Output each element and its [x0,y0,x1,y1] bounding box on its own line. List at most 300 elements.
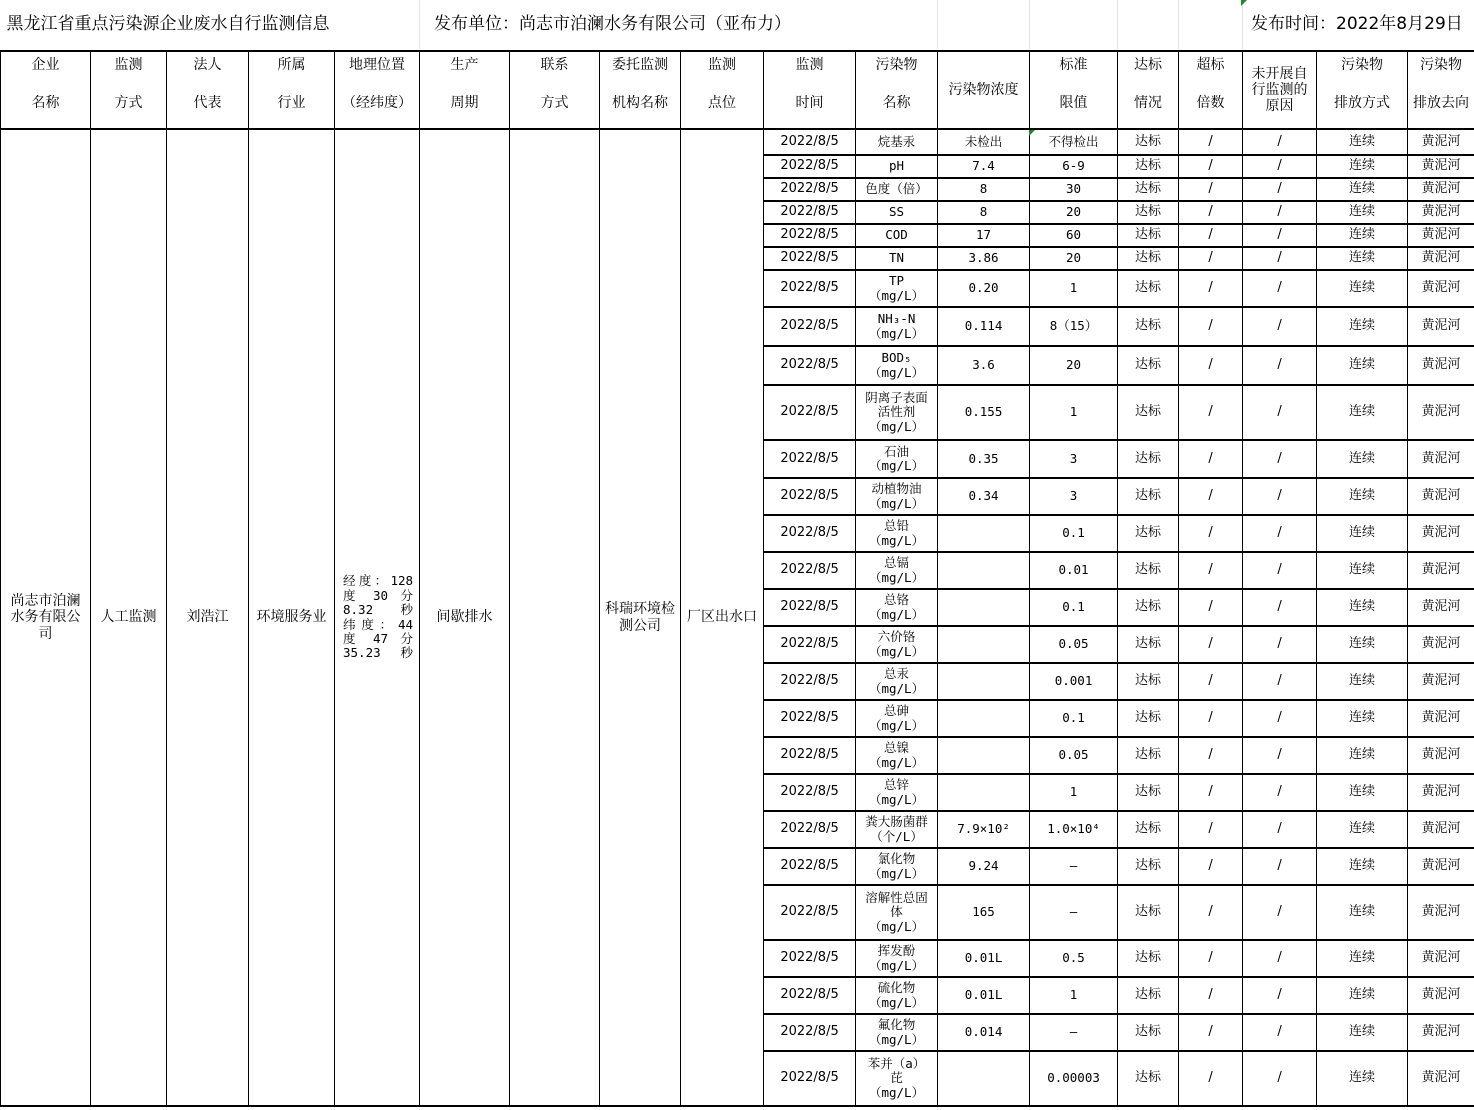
empty-cell[interactable] [1118,0,1179,51]
mode-cell[interactable]: 连续 [1317,155,1408,178]
limit-cell[interactable]: 0.01 [1030,552,1118,589]
limit-cell[interactable]: 1 [1030,270,1118,307]
company-name-cell[interactable]: 尚志市泊澜水务有限公司 [1,129,91,1106]
concentration-cell[interactable]: 8 [938,201,1030,224]
reason-cell[interactable]: / [1243,129,1317,155]
status-cell[interactable]: 达标 [1118,737,1179,774]
limit-cell[interactable]: 0.05 [1030,626,1118,663]
header-reason[interactable]: 未开展自行监测的原因 [1243,51,1317,129]
exceed-cell[interactable]: / [1179,885,1243,940]
reason-cell[interactable]: / [1243,155,1317,178]
exceed-cell[interactable]: / [1179,700,1243,737]
header-legal[interactable]: 法人 [167,51,249,78]
agency-cell[interactable]: 科瑞环境检测公司 [600,129,681,1106]
time-cell[interactable]: 2022/8/5 [764,885,856,940]
pollutant-cell[interactable] [856,848,938,885]
dest-cell[interactable]: 黄泥河 [1408,885,1474,940]
header-geo-2[interactable]: （经纬度） [335,78,420,129]
mode-cell[interactable]: 连续 [1317,515,1408,552]
status-cell[interactable]: 达标 [1118,1051,1179,1106]
dest-cell[interactable]: 黄泥河 [1408,478,1474,515]
limit-cell[interactable]: 0.05 [1030,737,1118,774]
header-point[interactable]: 监测 [681,51,764,78]
limit-cell[interactable]: 30 [1030,178,1118,201]
time-cell[interactable]: 2022/8/5 [764,478,856,515]
header-mode[interactable]: 污染物 [1317,51,1408,78]
header-dest[interactable]: 污染物 [1408,51,1474,78]
dest-cell[interactable]: 黄泥河 [1408,848,1474,885]
mode-cell[interactable]: 连续 [1317,737,1408,774]
cycle-cell[interactable]: 间歇排水 [420,129,510,1106]
status-cell[interactable]: 达标 [1118,774,1179,811]
limit-cell[interactable]: 1 [1030,385,1118,440]
concentration-cell[interactable] [938,700,1030,737]
reason-cell[interactable]: / [1243,385,1317,440]
limit-cell[interactable]: 20 [1030,247,1118,270]
concentration-cell[interactable]: 9.24 [938,848,1030,885]
reason-cell[interactable]: / [1243,774,1317,811]
time-cell[interactable]: 2022/8/5 [764,774,856,811]
pollutant-cell[interactable] [856,129,938,155]
reason-cell[interactable]: / [1243,811,1317,848]
reason-cell[interactable]: / [1243,940,1317,977]
time-cell[interactable]: 2022/8/5 [764,1051,856,1106]
status-cell[interactable]: 达标 [1118,977,1179,1014]
exceed-cell[interactable]: / [1179,440,1243,478]
exceed-cell[interactable]: / [1179,626,1243,663]
exceed-cell[interactable]: / [1179,737,1243,774]
pollutant-cell[interactable] [856,977,938,1014]
method-cell[interactable]: 人工监测 [91,129,167,1106]
header-legal-2[interactable]: 代表 [167,78,249,129]
pollutant-cell[interactable] [856,1051,938,1106]
pollutant-line: 石油 [884,443,910,459]
reason-cell[interactable]: / [1243,178,1317,201]
exceed-cell[interactable]: / [1179,129,1243,155]
header-method-2[interactable]: 方式 [91,78,167,129]
reason-cell[interactable]: / [1243,201,1317,224]
exceed-cell[interactable]: / [1179,589,1243,626]
dest-cell[interactable]: 黄泥河 [1408,385,1474,440]
concentration-cell[interactable] [938,626,1030,663]
time-cell[interactable]: 2022/8/5 [764,247,856,270]
header-pollutant-2[interactable]: 名称 [856,78,938,129]
pollutant-cell[interactable] [856,552,938,589]
header-contact-2[interactable]: 方式 [510,78,600,129]
limit-cell[interactable]: 0.00003 [1030,1051,1118,1106]
status-cell[interactable]: 达标 [1118,552,1179,589]
concentration-cell[interactable]: 0.01L [938,940,1030,977]
concentration-cell[interactable]: 未检出 [938,129,1030,155]
status-cell[interactable]: 达标 [1118,589,1179,626]
exceed-cell[interactable]: / [1179,811,1243,848]
time-cell[interactable]: 2022/8/5 [764,178,856,201]
limit-cell[interactable]: — [1030,1014,1118,1051]
time-cell[interactable]: 2022/8/5 [764,663,856,700]
mode-cell[interactable]: 连续 [1317,247,1408,270]
dest-cell[interactable]: 黄泥河 [1408,774,1474,811]
dest-cell[interactable]: 黄泥河 [1408,178,1474,201]
pollutant-cell[interactable] [856,737,938,774]
dest-cell[interactable]: 黄泥河 [1408,201,1474,224]
reason-cell[interactable]: / [1243,307,1317,346]
industry-cell[interactable]: 环境服务业 [249,129,335,1106]
status-cell[interactable]: 达标 [1118,515,1179,552]
pollutant-line: 总汞 [884,666,910,682]
limit-cell[interactable]: 20 [1030,201,1118,224]
concentration-cell[interactable] [938,589,1030,626]
header-cycle-2[interactable]: 周期 [420,78,510,129]
status-cell[interactable]: 达标 [1118,940,1179,977]
limit-cell[interactable]: — [1030,885,1118,940]
exceed-cell[interactable]: / [1179,515,1243,552]
concentration-cell[interactable]: 0.20 [938,270,1030,307]
concentration-cell[interactable]: 7.9×10² [938,811,1030,848]
reason-cell[interactable]: / [1243,346,1317,385]
time-cell[interactable]: 2022/8/5 [764,201,856,224]
pollutant-cell[interactable] [856,811,938,848]
mode-cell[interactable]: 连续 [1317,346,1408,385]
mode-cell[interactable]: 连续 [1317,385,1408,440]
time-cell[interactable]: 2022/8/5 [764,940,856,977]
limit-cell[interactable]: 0.1 [1030,700,1118,737]
concentration-cell[interactable] [938,515,1030,552]
exceed-cell[interactable]: / [1179,270,1243,307]
status-cell[interactable]: 达标 [1118,178,1179,201]
concentration-cell[interactable]: 3.6 [938,346,1030,385]
mode-cell[interactable]: 连续 [1317,178,1408,201]
reason-cell[interactable]: / [1243,589,1317,626]
header-exceed[interactable]: 超标 [1179,51,1243,78]
reason-cell[interactable]: / [1243,478,1317,515]
exceed-cell[interactable]: / [1179,155,1243,178]
time-cell[interactable]: 2022/8/5 [764,1014,856,1051]
pollutant-cell[interactable] [856,774,938,811]
header-method[interactable]: 监测 [91,51,167,78]
time-cell[interactable]: 2022/8/5 [764,307,856,346]
dest-cell[interactable]: 黄泥河 [1408,552,1474,589]
pollutant-cell[interactable] [856,178,938,201]
status-cell[interactable]: 达标 [1118,848,1179,885]
pollutant-cell[interactable] [856,589,938,626]
time-cell[interactable]: 2022/8/5 [764,440,856,478]
status-cell[interactable]: 达标 [1118,247,1179,270]
mode-cell[interactable]: 连续 [1317,626,1408,663]
mode-cell[interactable]: 连续 [1317,663,1408,700]
status-cell[interactable]: 达标 [1118,811,1179,848]
dest-cell[interactable]: 黄泥河 [1408,626,1474,663]
concentration-cell[interactable] [938,663,1030,700]
sheet-title[interactable]: 黑龙江省重点污染源企业废水自行监测信息 [1,0,420,51]
exceed-cell[interactable]: / [1179,848,1243,885]
exceed-cell[interactable]: / [1179,478,1243,515]
dest-cell[interactable]: 黄泥河 [1408,155,1474,178]
mode-cell[interactable]: 连续 [1317,307,1408,346]
reason-cell[interactable]: / [1243,224,1317,247]
status-cell[interactable]: 达标 [1118,307,1179,346]
limit-cell[interactable]: 1.0×10⁴ [1030,811,1118,848]
exceed-cell[interactable]: / [1179,224,1243,247]
pollutant-cell[interactable] [856,155,938,178]
limit-cell[interactable]: 不得检出 [1030,129,1118,155]
header-dest-2[interactable]: 排放去向 [1408,78,1474,129]
header-contact[interactable]: 联系 [510,51,600,78]
header-point-2[interactable]: 点位 [681,78,764,129]
limit-cell[interactable]: 0.1 [1030,515,1118,552]
time-cell[interactable]: 2022/8/5 [764,385,856,440]
dest-cell[interactable]: 黄泥河 [1408,515,1474,552]
header-limit[interactable]: 标准 [1030,51,1118,78]
concentration-cell[interactable]: 0.155 [938,385,1030,440]
dest-cell[interactable]: 黄泥河 [1408,940,1474,977]
pollutant-cell[interactable] [856,1014,938,1051]
dest-cell[interactable]: 黄泥河 [1408,977,1474,1014]
point-cell[interactable]: 厂区出水口 [681,129,764,1106]
header-agency[interactable]: 委托监测 [600,51,681,78]
status-cell[interactable]: 达标 [1118,385,1179,440]
concentration-cell[interactable]: 0.34 [938,478,1030,515]
pollutant-cell[interactable] [856,940,938,977]
pollutant-cell[interactable] [856,440,938,478]
header-limit-2[interactable]: 限值 [1030,78,1118,129]
dest-cell[interactable]: 黄泥河 [1408,224,1474,247]
reason-cell[interactable]: / [1243,977,1317,1014]
dest-cell[interactable]: 黄泥河 [1408,1051,1474,1106]
reason-cell[interactable]: / [1243,700,1317,737]
reason-cell[interactable]: / [1243,1051,1317,1106]
header-status-2[interactable]: 情况 [1118,78,1179,129]
pollutant-line: TN [889,250,905,266]
pollutant-cell[interactable] [856,270,938,307]
concentration-cell[interactable]: 165 [938,885,1030,940]
header-pollutant[interactable]: 污染物 [856,51,938,78]
mode-cell[interactable]: 连续 [1317,977,1408,1014]
pollutant-cell[interactable] [856,663,938,700]
time-cell[interactable]: 2022/8/5 [764,589,856,626]
mode-cell[interactable]: 连续 [1317,589,1408,626]
concentration-cell[interactable] [938,737,1030,774]
time-cell[interactable]: 2022/8/5 [764,346,856,385]
time-cell[interactable]: 2022/8/5 [764,552,856,589]
dest-cell[interactable]: 黄泥河 [1408,346,1474,385]
concentration-cell[interactable]: 3.86 [938,247,1030,270]
mode-cell[interactable]: 连续 [1317,811,1408,848]
mode-cell[interactable]: 连续 [1317,848,1408,885]
status-cell[interactable]: 达标 [1118,346,1179,385]
pollutant-cell[interactable] [856,201,938,224]
status-cell[interactable]: 达标 [1118,885,1179,940]
publish-date[interactable] [1243,0,1474,51]
header-time-2[interactable]: 时间 [764,78,856,129]
header-mode-2[interactable]: 排放方式 [1317,78,1408,129]
status-cell[interactable]: 达标 [1118,201,1179,224]
concentration-cell[interactable]: 0.35 [938,440,1030,478]
time-cell[interactable]: 2022/8/5 [764,515,856,552]
time-cell[interactable]: 2022/8/5 [764,977,856,1014]
status-cell[interactable]: 达标 [1118,478,1179,515]
exceed-cell[interactable]: / [1179,178,1243,201]
mode-cell[interactable]: 连续 [1317,440,1408,478]
concentration-cell[interactable] [938,774,1030,811]
reason-cell[interactable]: / [1243,885,1317,940]
reason-cell[interactable]: / [1243,552,1317,589]
legal-rep-cell[interactable]: 刘浩江 [167,129,249,1106]
time-cell[interactable]: 2022/8/5 [764,129,856,155]
time-cell[interactable]: 2022/8/5 [764,700,856,737]
exceed-cell[interactable]: / [1179,307,1243,346]
pollutant-cell[interactable] [856,247,938,270]
reason-cell[interactable]: / [1243,626,1317,663]
reason-cell[interactable]: / [1243,663,1317,700]
dest-cell[interactable]: 黄泥河 [1408,440,1474,478]
mode-cell[interactable]: 连续 [1317,700,1408,737]
status-cell[interactable]: 达标 [1118,1014,1179,1051]
limit-cell[interactable]: 0.5 [1030,940,1118,977]
pollutant-cell[interactable] [856,346,938,385]
pollutant-line: （mg/L） [868,325,925,341]
header-agency-2[interactable]: 机构名称 [600,78,681,129]
exceed-cell[interactable]: / [1179,1051,1243,1106]
limit-cell[interactable]: 0.1 [1030,589,1118,626]
status-cell[interactable]: 达标 [1118,155,1179,178]
status-cell[interactable]: 达标 [1118,626,1179,663]
reason-cell[interactable]: / [1243,848,1317,885]
mode-cell[interactable]: 连续 [1317,270,1408,307]
geo-line: 8.32 秒 [343,602,414,618]
geo-cell[interactable] [335,129,420,1106]
header-company-2[interactable]: 名称 [1,78,91,129]
mode-cell[interactable]: 连续 [1317,1051,1408,1106]
empty-cell[interactable] [1030,0,1118,51]
pollutant-cell[interactable] [856,626,938,663]
limit-cell[interactable]: 1 [1030,774,1118,811]
reason-cell[interactable]: / [1243,1014,1317,1051]
concentration-cell[interactable]: 0.014 [938,1014,1030,1051]
dest-cell[interactable]: 黄泥河 [1408,270,1474,307]
time-cell[interactable]: 2022/8/5 [764,626,856,663]
concentration-cell[interactable]: 8 [938,178,1030,201]
status-cell[interactable]: 达标 [1118,129,1179,155]
publisher[interactable]: 发布单位：尚志市泊澜水务有限公司（亚布力） [420,0,938,51]
concentration-cell[interactable]: 0.114 [938,307,1030,346]
exceed-cell[interactable]: / [1179,940,1243,977]
exceed-cell[interactable]: / [1179,346,1243,385]
exceed-cell[interactable]: / [1179,977,1243,1014]
exceed-cell[interactable]: / [1179,1014,1243,1051]
header-industry-2[interactable]: 行业 [249,78,335,129]
mode-cell[interactable]: 连续 [1317,478,1408,515]
empty-cell[interactable] [1179,0,1243,51]
dest-cell[interactable]: 黄泥河 [1408,1014,1474,1051]
concentration-cell[interactable]: 17 [938,224,1030,247]
header-geo[interactable]: 地理位置 [335,51,420,78]
time-cell[interactable]: 2022/8/5 [764,224,856,247]
time-cell[interactable]: 2022/8/5 [764,737,856,774]
dest-cell[interactable]: 黄泥河 [1408,589,1474,626]
time-cell[interactable]: 2022/8/5 [764,270,856,307]
time-cell[interactable]: 2022/8/5 [764,848,856,885]
reason-cell[interactable]: / [1243,440,1317,478]
contact-cell[interactable] [510,129,600,1106]
mode-cell[interactable]: 连续 [1317,885,1408,940]
exceed-cell[interactable]: / [1179,201,1243,224]
header-time[interactable]: 监测 [764,51,856,78]
concentration-cell[interactable]: 0.01L [938,977,1030,1014]
header-exceed-2[interactable]: 倍数 [1179,78,1243,129]
concentration-cell[interactable] [938,1051,1030,1106]
dest-cell[interactable]: 黄泥河 [1408,307,1474,346]
exceed-cell[interactable]: / [1179,247,1243,270]
pollutant-cell[interactable] [856,885,938,940]
limit-cell[interactable]: 8（15） [1030,307,1118,346]
limit-cell[interactable]: 20 [1030,346,1118,385]
exceed-cell[interactable]: / [1179,552,1243,589]
mode-cell[interactable]: 连续 [1317,224,1408,247]
dest-cell[interactable]: 黄泥河 [1408,247,1474,270]
pollutant-cell[interactable] [856,515,938,552]
mode-cell[interactable]: 连续 [1317,1014,1408,1051]
status-cell[interactable]: 达标 [1118,700,1179,737]
limit-cell[interactable]: 6-9 [1030,155,1118,178]
empty-cell[interactable] [938,0,1030,51]
header-status[interactable]: 达标 [1118,51,1179,78]
mode-cell[interactable]: 连续 [1317,201,1408,224]
header-company[interactable]: 企业 [1,51,91,78]
mode-cell[interactable]: 连续 [1317,774,1408,811]
concentration-cell[interactable]: 7.4 [938,155,1030,178]
mode-cell[interactable]: 连续 [1317,552,1408,589]
pollutant-line: 活性剂 [877,404,916,420]
status-cell[interactable]: 达标 [1118,440,1179,478]
status-cell[interactable]: 达标 [1118,663,1179,700]
limit-cell[interactable]: 60 [1030,224,1118,247]
limit-cell[interactable]: 1 [1030,977,1118,1014]
pollutant-cell[interactable] [856,224,938,247]
exceed-cell[interactable]: / [1179,385,1243,440]
reason-cell[interactable]: / [1243,247,1317,270]
status-cell[interactable]: 达标 [1118,224,1179,247]
header-cycle[interactable]: 生产 [420,51,510,78]
reason-cell[interactable]: / [1243,515,1317,552]
mode-cell[interactable]: 连续 [1317,129,1408,155]
time-cell[interactable]: 2022/8/5 [764,155,856,178]
dest-cell[interactable]: 黄泥河 [1408,663,1474,700]
reason-cell[interactable]: / [1243,737,1317,774]
pollutant-cell[interactable] [856,700,938,737]
dest-cell[interactable]: 黄泥河 [1408,700,1474,737]
exceed-cell[interactable]: / [1179,774,1243,811]
pollutant-line: 总镉 [884,555,910,571]
limit-cell[interactable]: 0.001 [1030,663,1118,700]
concentration-cell[interactable] [938,552,1030,589]
dest-cell[interactable]: 黄泥河 [1408,129,1474,155]
limit-cell[interactable]: 3 [1030,440,1118,478]
pollutant-cell[interactable] [856,478,938,515]
limit-cell[interactable]: 3 [1030,478,1118,515]
header-industry[interactable]: 所属 [249,51,335,78]
reason-cell[interactable]: / [1243,270,1317,307]
status-cell[interactable]: 达标 [1118,270,1179,307]
exceed-cell[interactable]: / [1179,663,1243,700]
dest-cell[interactable]: 黄泥河 [1408,811,1474,848]
dest-cell[interactable]: 黄泥河 [1408,737,1474,774]
pollutant-cell[interactable] [856,385,938,440]
pollutant-cell[interactable] [856,307,938,346]
mode-cell[interactable]: 连续 [1317,940,1408,977]
limit-cell[interactable]: — [1030,848,1118,885]
time-cell[interactable]: 2022/8/5 [764,811,856,848]
header-concentration[interactable]: 污染物浓度 [938,51,1030,129]
